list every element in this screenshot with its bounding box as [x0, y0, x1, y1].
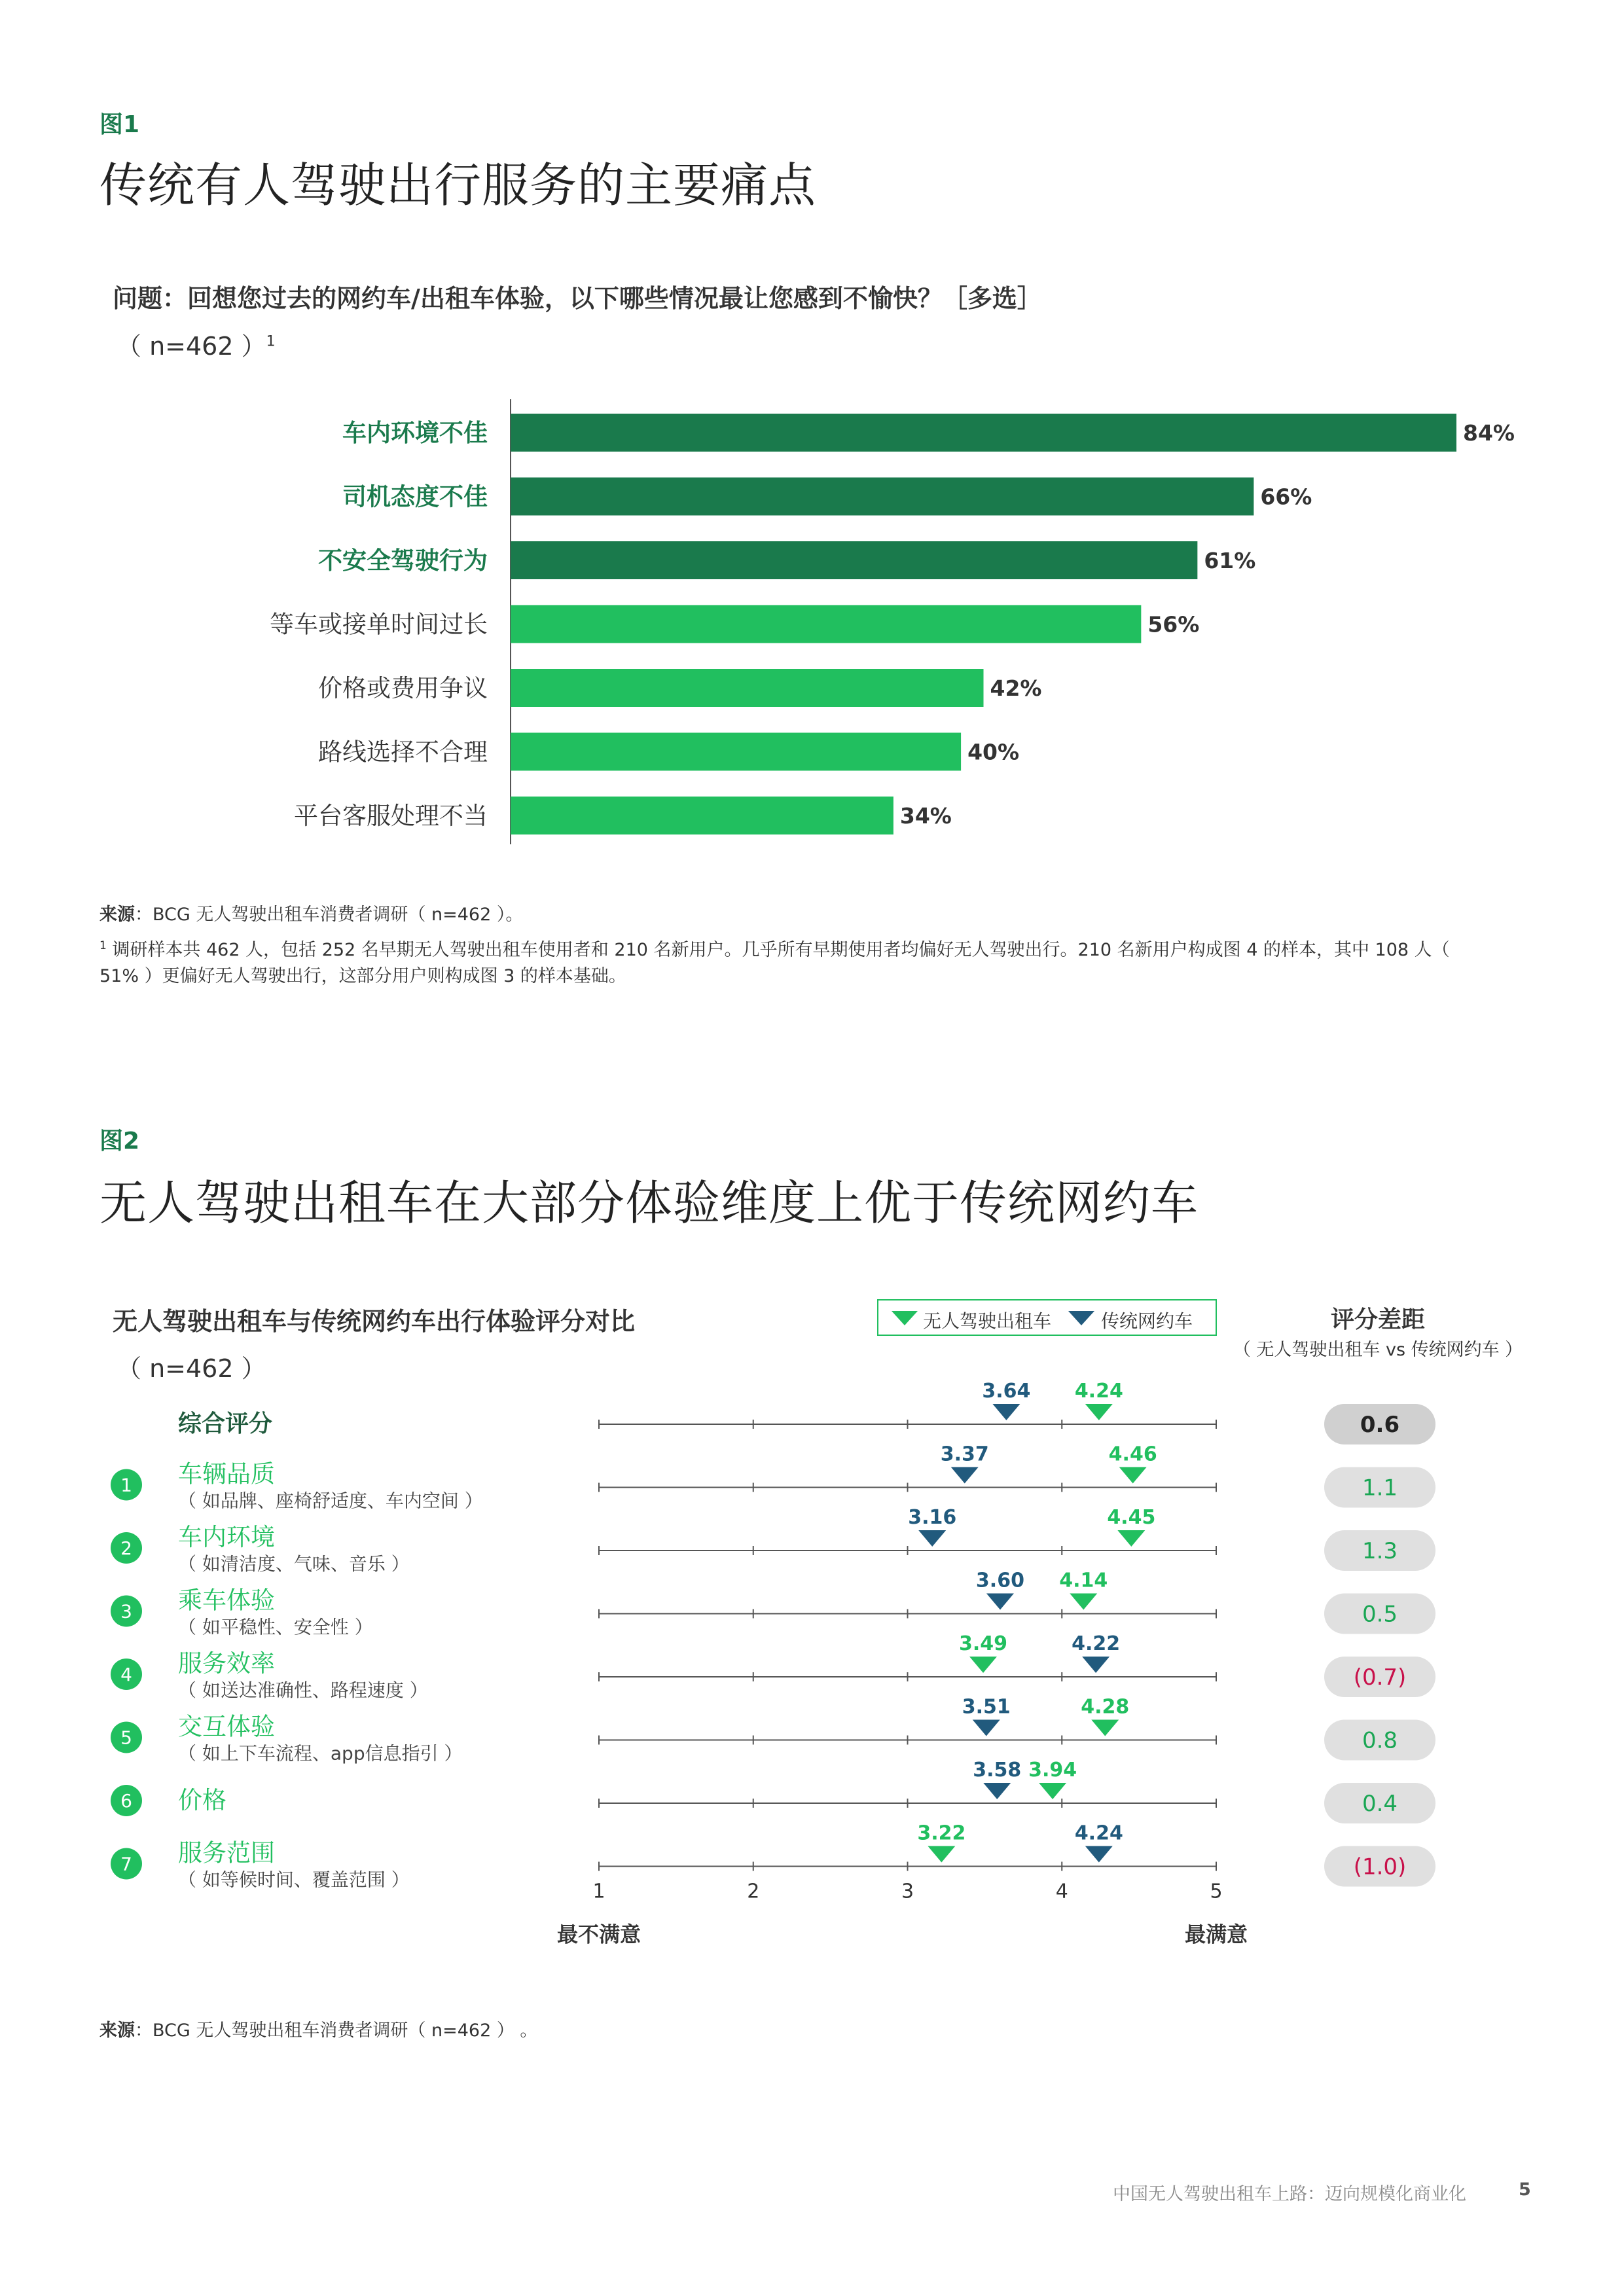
bar-value-label: 66% [1260, 484, 1312, 510]
category-note: （ 如品牌、座椅舒适度、车内空间 ） [178, 1490, 483, 1512]
category-number: 6 [120, 1790, 132, 1812]
bar-category-label: 不安全驾驶行为 [318, 547, 488, 575]
figure-2-subtitle: 无人驾驶出租车与传统网约车出行体验评分对比 [113, 1307, 636, 1336]
category-number: 3 [120, 1600, 132, 1623]
bar [511, 478, 1254, 516]
robotaxi-score-label: 4.46 [1108, 1443, 1157, 1466]
traditional-score-marker [951, 1467, 979, 1484]
category-number: 7 [120, 1853, 132, 1875]
axis-tick-label: 1 [592, 1880, 605, 1903]
bar-value-label: 61% [1204, 548, 1256, 573]
bar [511, 733, 961, 771]
pain-points-bar-chart [0, 386, 1624, 857]
figure-2-sample-size: （ n=462 ） [117, 1354, 266, 1383]
traditional-score-label: 3.58 [973, 1759, 1022, 1782]
robotaxi-score-marker [1117, 1530, 1145, 1547]
traditional-legend-icon [1068, 1310, 1094, 1327]
category-note: （ 如平稳性、安全性 ） [178, 1616, 373, 1638]
gap-column-title: 评分差距 [1330, 1306, 1425, 1333]
traditional-score-label: 4.24 [1074, 1821, 1123, 1845]
traditional-score-label: 3.60 [975, 1569, 1024, 1592]
robotaxi-score-marker [1039, 1783, 1066, 1799]
bar-value-label: 40% [967, 739, 1020, 765]
robotaxi-score-label: 4.28 [1081, 1695, 1130, 1719]
traditional-score-label: 3.64 [982, 1380, 1031, 1403]
category-note: （ 如清洁度、气味、音乐 ） [178, 1553, 410, 1575]
figure-1-source [99, 900, 523, 925]
footer-title: 中国无人驾驶出租车上路：迈向规模化商业化 [1113, 2184, 1466, 2204]
category-name: 车内环境 [178, 1523, 275, 1551]
gap-value: 0.8 [1362, 1727, 1398, 1754]
footnote-marker: 1 [99, 939, 107, 952]
traditional-score-marker [918, 1530, 946, 1547]
sample-footnote-ref: 1 [266, 333, 276, 350]
bar-category-label: 司机态度不佳 [342, 482, 488, 511]
legend-traditional-label: 传统网约车 [1101, 1310, 1193, 1332]
bar [511, 605, 1141, 643]
bar-category-label: 等车或接单时间过长 [270, 610, 488, 639]
traditional-score-marker [986, 1594, 1014, 1610]
bar-category-label: 车内环境不佳 [342, 419, 488, 447]
traditional-score-marker [1082, 1657, 1110, 1673]
robotaxi-score-marker [1119, 1467, 1147, 1484]
category-number: 1 [120, 1474, 132, 1496]
source-label: 来源 [99, 905, 135, 925]
footnote-text: 调研样本共 462 人，包括 252 名早期无人驾驶出租车使用者和 210 名新用户。几乎所有早期使用者均偏好无人驾驶出行。210 名新用户构成图 4 的样本，其中 108 人（ 51% ）更偏好无人驾驶出行，这部分用户则构成图 3 的样本基础。 [99, 940, 1450, 986]
category-name: 车辆品质 [178, 1460, 275, 1488]
robotaxi-score-label: 4.14 [1059, 1569, 1108, 1592]
axis-max-label: 最满意 [1184, 1922, 1248, 1947]
category-number: 5 [120, 1727, 132, 1749]
bar-category-label: 路线选择不合理 [318, 738, 488, 766]
source-label-2: 来源 [99, 2020, 135, 2041]
robotaxi-score-marker [928, 1846, 955, 1863]
category-note: （ 如等候时间、覆盖范围 ） [178, 1869, 410, 1891]
source-text: ：BCG 无人驾驶出租车消费者调研（ n=462 ）。 [135, 905, 524, 925]
bar-value-label: 42% [990, 675, 1042, 701]
gap-column-subtitle: （ 无人驾驶出租车 vs 传统网约车 ） [1233, 1340, 1523, 1360]
robotaxi-score-marker [1091, 1720, 1119, 1736]
figure-1-title: 传统有人驾驶出行服务的主要痛点 [99, 158, 817, 213]
bar-category-label: 平台客服处理不当 [294, 802, 488, 830]
legend-robotaxi-label: 无人驾驶出租车 [923, 1310, 1052, 1332]
category-name: 乘车体验 [178, 1586, 275, 1615]
traditional-score-marker [983, 1783, 1011, 1799]
gap-value: 1.3 [1362, 1538, 1398, 1564]
traditional-score-label: 3.37 [940, 1443, 989, 1466]
overall-score-label: 综合评分 [178, 1410, 273, 1437]
robotaxi-score-marker [1085, 1404, 1113, 1420]
bar [511, 669, 984, 707]
source-text-2: ：BCG 无人驾驶出租车消费者调研（ n=462 ） 。 [135, 2020, 538, 2041]
sample-size [117, 326, 276, 362]
page-number: 5 [1519, 2179, 1531, 2200]
category-name: 服务范围 [178, 1839, 275, 1867]
traditional-score-label: 3.51 [962, 1695, 1011, 1719]
figure-2-source [99, 2016, 537, 2041]
axis-tick-label: 4 [1055, 1880, 1068, 1903]
robotaxi-score-label: 4.45 [1107, 1506, 1156, 1529]
axis-min-label: 最不满意 [556, 1922, 641, 1947]
robotaxi-score-label: 3.94 [1028, 1759, 1077, 1782]
figure-2-title: 无人驾驶出租车在大部分体验维度上优于传统网约车 [99, 1175, 1199, 1230]
category-name: 价格 [178, 1786, 226, 1814]
robotaxi-legend-icon [892, 1310, 918, 1327]
bar [511, 414, 1456, 452]
robotaxi-score-marker [1070, 1594, 1097, 1610]
traditional-score-label: 4.22 [1072, 1632, 1121, 1655]
gap-value: 1.1 [1362, 1475, 1398, 1501]
rating-comparison-chart [0, 1361, 1624, 1950]
robotaxi-score-label: 3.49 [959, 1632, 1008, 1655]
traditional-score-marker [973, 1720, 1000, 1736]
category-number: 4 [120, 1664, 132, 1685]
sample-size-text: （ n=462 ） [117, 332, 266, 361]
axis-tick-label: 2 [747, 1880, 760, 1903]
gap-value: 0.5 [1362, 1601, 1398, 1628]
bar-value-label: 56% [1147, 611, 1200, 637]
gap-value: (1.0) [1353, 1854, 1407, 1880]
axis-tick-label: 3 [901, 1880, 914, 1903]
gap-value: 0.4 [1362, 1791, 1398, 1817]
category-note: （ 如送达准确性、路程速度 ） [178, 1679, 428, 1701]
category-number: 2 [120, 1537, 132, 1559]
robotaxi-score-marker [969, 1657, 997, 1673]
traditional-score-label: 3.16 [908, 1506, 957, 1529]
category-name: 服务效率 [178, 1649, 275, 1677]
robotaxi-score-label: 4.24 [1074, 1380, 1123, 1403]
bar-category-label: 价格或费用争议 [318, 674, 488, 702]
figure-1-footnote [99, 933, 1487, 990]
bar-value-label: 34% [899, 803, 952, 829]
gap-value: (0.7) [1353, 1664, 1407, 1691]
traditional-score-marker [992, 1404, 1020, 1420]
figure-1-label: 图1 [99, 111, 140, 138]
bar [511, 797, 893, 834]
bar-value-label: 84% [1463, 420, 1515, 446]
survey-question: 问题：回想您过去的网约车/出租车体验，以下哪些情况最让您感到不愉快？［多选］ [113, 284, 1042, 313]
bar [511, 541, 1197, 579]
figure-2-label: 图2 [99, 1128, 140, 1155]
chart-legend [877, 1299, 1217, 1336]
gap-value: 0.6 [1360, 1412, 1400, 1438]
category-name: 交互体验 [178, 1712, 275, 1741]
category-note: （ 如上下车流程、app信息指引 ） [178, 1742, 463, 1765]
traditional-score-marker [1085, 1846, 1113, 1863]
robotaxi-score-label: 3.22 [917, 1821, 966, 1845]
axis-tick-label: 5 [1210, 1880, 1223, 1903]
